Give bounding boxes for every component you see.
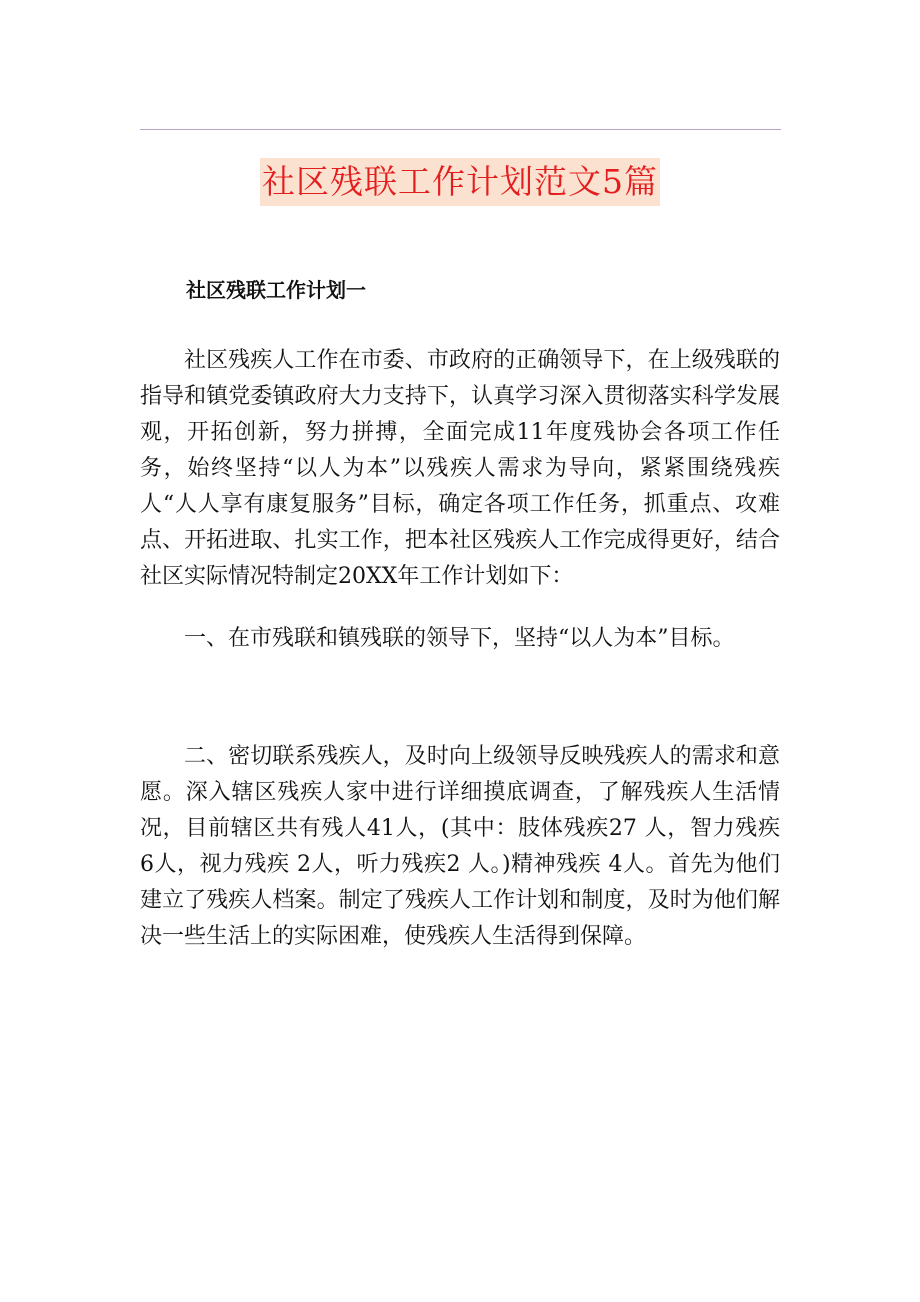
document-body [140,272,780,955]
paragraph-intro: 社区残疾人工作在市委、市政府的正确领导下，在上级残联的指导和镇党委镇政府大力支持下，认真学习深入贯彻落实科学发展观，开拓创新，努力拼搏，全面完成11年度残协会各项工作任务，始终坚持“以人为本”以残疾人需求为导向，紧紧围绕残疾人“人人享有康复服务”目标，确定各项工作任务，抓重点、攻难点、开拓进取、扎实工作，把本社区残疾人工作完成得更好，结合社区实际情况特制定20XX年工作计划如下： [140,348,780,589]
document-title: 社区残联工作计划范文5篇 [260,158,660,206]
paragraph-item-two: 二、密切联系残疾人，及时向上级领导反映残疾人的需求和意愿。深入辖区残疾人家中进行详细摸底调查，了解残疾人生活情况，目前辖区共有残人41人，(其中：肢体残疾27 人，智力残疾 6人，视力残疾 2人，听力残疾2 人。)精神残疾 4人。首先为他们建立了残疾人档案。制定了残疾人工作计划和制度，及时为他们解决一些生活上的实际困难，使残疾人生活得到保障。 [140,744,780,949]
header-rule [140,129,781,130]
paragraph-item-one: 一、在市残联和镇残联的领导下，坚持“以人为本”目标。 [184,626,735,651]
title-container [0,158,920,206]
section-heading: 社区残联工作计划一 [186,278,366,302]
